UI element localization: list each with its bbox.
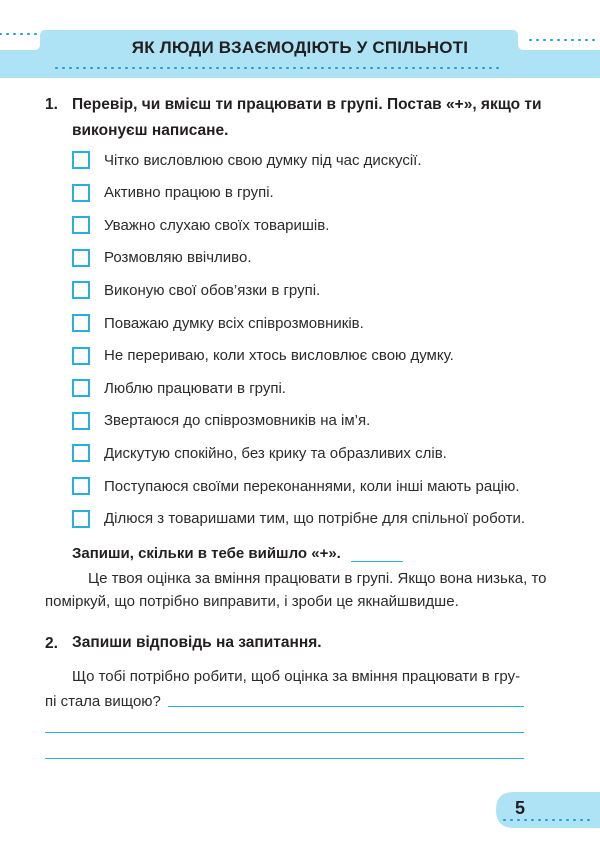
checklist-item-label: Чітко висловлюю свою думку під час дискусії. <box>104 151 422 169</box>
checklist-item <box>72 247 252 269</box>
task-1-number: 1. <box>45 96 58 113</box>
task-1-prompt-line-2: виконуєш написане. <box>72 122 229 139</box>
answer-line-2[interactable] <box>45 732 524 733</box>
checklist-item <box>72 345 454 367</box>
checkbox[interactable] <box>72 281 90 299</box>
question-line-1: Що тобі потрібно робити, щоб оцінка за вміння працювати в гру- <box>72 668 521 685</box>
checklist-item-label: Розмовляю ввічливо. <box>104 249 252 267</box>
checkbox[interactable] <box>72 249 90 267</box>
checklist-item-label: Уважно слухаю своїх товаришів. <box>104 216 330 234</box>
answer-line-3[interactable] <box>45 758 524 759</box>
checklist-item-label: Люблю працювати в групі. <box>104 379 286 397</box>
checklist-item <box>72 149 422 171</box>
count-answer-blank[interactable] <box>351 545 403 562</box>
count-prompt-row <box>72 545 403 562</box>
checkbox[interactable] <box>72 184 90 202</box>
checkbox[interactable] <box>72 347 90 365</box>
checklist-item <box>72 475 520 497</box>
task-2-number: 2. <box>45 635 58 652</box>
checklist-item <box>72 410 370 432</box>
checklist-item <box>72 508 525 530</box>
task-1-prompt-line-1: Перевір, чи вмієш ти працювати в групі. Постав «+», якщо ти <box>72 96 542 113</box>
note-line-1: Це твоя оцінка за вміння працювати в групі. Якщо вона низька, то <box>88 570 547 587</box>
count-prompt: Запиши, скільки в тебе вийшло «+». <box>72 545 341 562</box>
checkbox[interactable] <box>72 510 90 528</box>
page-number: 5 <box>515 798 526 818</box>
checkbox[interactable] <box>72 444 90 462</box>
note-line-2: поміркуй, що потрібно виправити, і зроби це якнайшвидше. <box>45 593 459 610</box>
checklist-item <box>72 182 274 204</box>
checklist-item <box>72 312 364 334</box>
page-title: ЯК ЛЮДИ ВЗАЄМОДІЮТЬ У СПІЛЬНОТІ <box>131 38 469 57</box>
checkbox[interactable] <box>72 216 90 234</box>
checklist-item <box>72 442 447 464</box>
question-line-2: пі стала вищою? <box>45 693 161 710</box>
checklist-item-label: Виконую свої обов’язки в групі. <box>104 281 321 299</box>
checkbox[interactable] <box>72 314 90 332</box>
checklist-item-label: Поступаюся своїми переконаннями, коли інші мають рацію. <box>104 477 520 495</box>
checkbox[interactable] <box>72 477 90 495</box>
checklist-item <box>72 377 286 399</box>
checklist-item <box>72 214 329 236</box>
answer-line-1[interactable] <box>168 706 524 707</box>
task-2-prompt: Запиши відповідь на запитання. <box>72 634 322 651</box>
checkbox[interactable] <box>72 151 90 169</box>
checkbox[interactable] <box>72 379 90 397</box>
checkbox[interactable] <box>72 412 90 430</box>
checklist-item-label: Поважаю думку всіх співрозмовників. <box>104 314 364 332</box>
checklist-item-label: Не перериваю, коли хтось висловлює свою думку. <box>104 347 454 365</box>
checklist-item <box>72 279 320 301</box>
checklist-item-label: Активно працюю в групі. <box>104 184 274 202</box>
checklist-item-label: Звертаюся до співрозмовників на ім’я. <box>104 412 371 430</box>
checklist-item-label: Дискутую спокійно, без крику та образливих слів. <box>104 444 447 462</box>
checklist-item-label: Ділюся з товаришами тим, що потрібне для спільної роботи. <box>104 510 526 528</box>
page-number-tab <box>496 792 600 828</box>
